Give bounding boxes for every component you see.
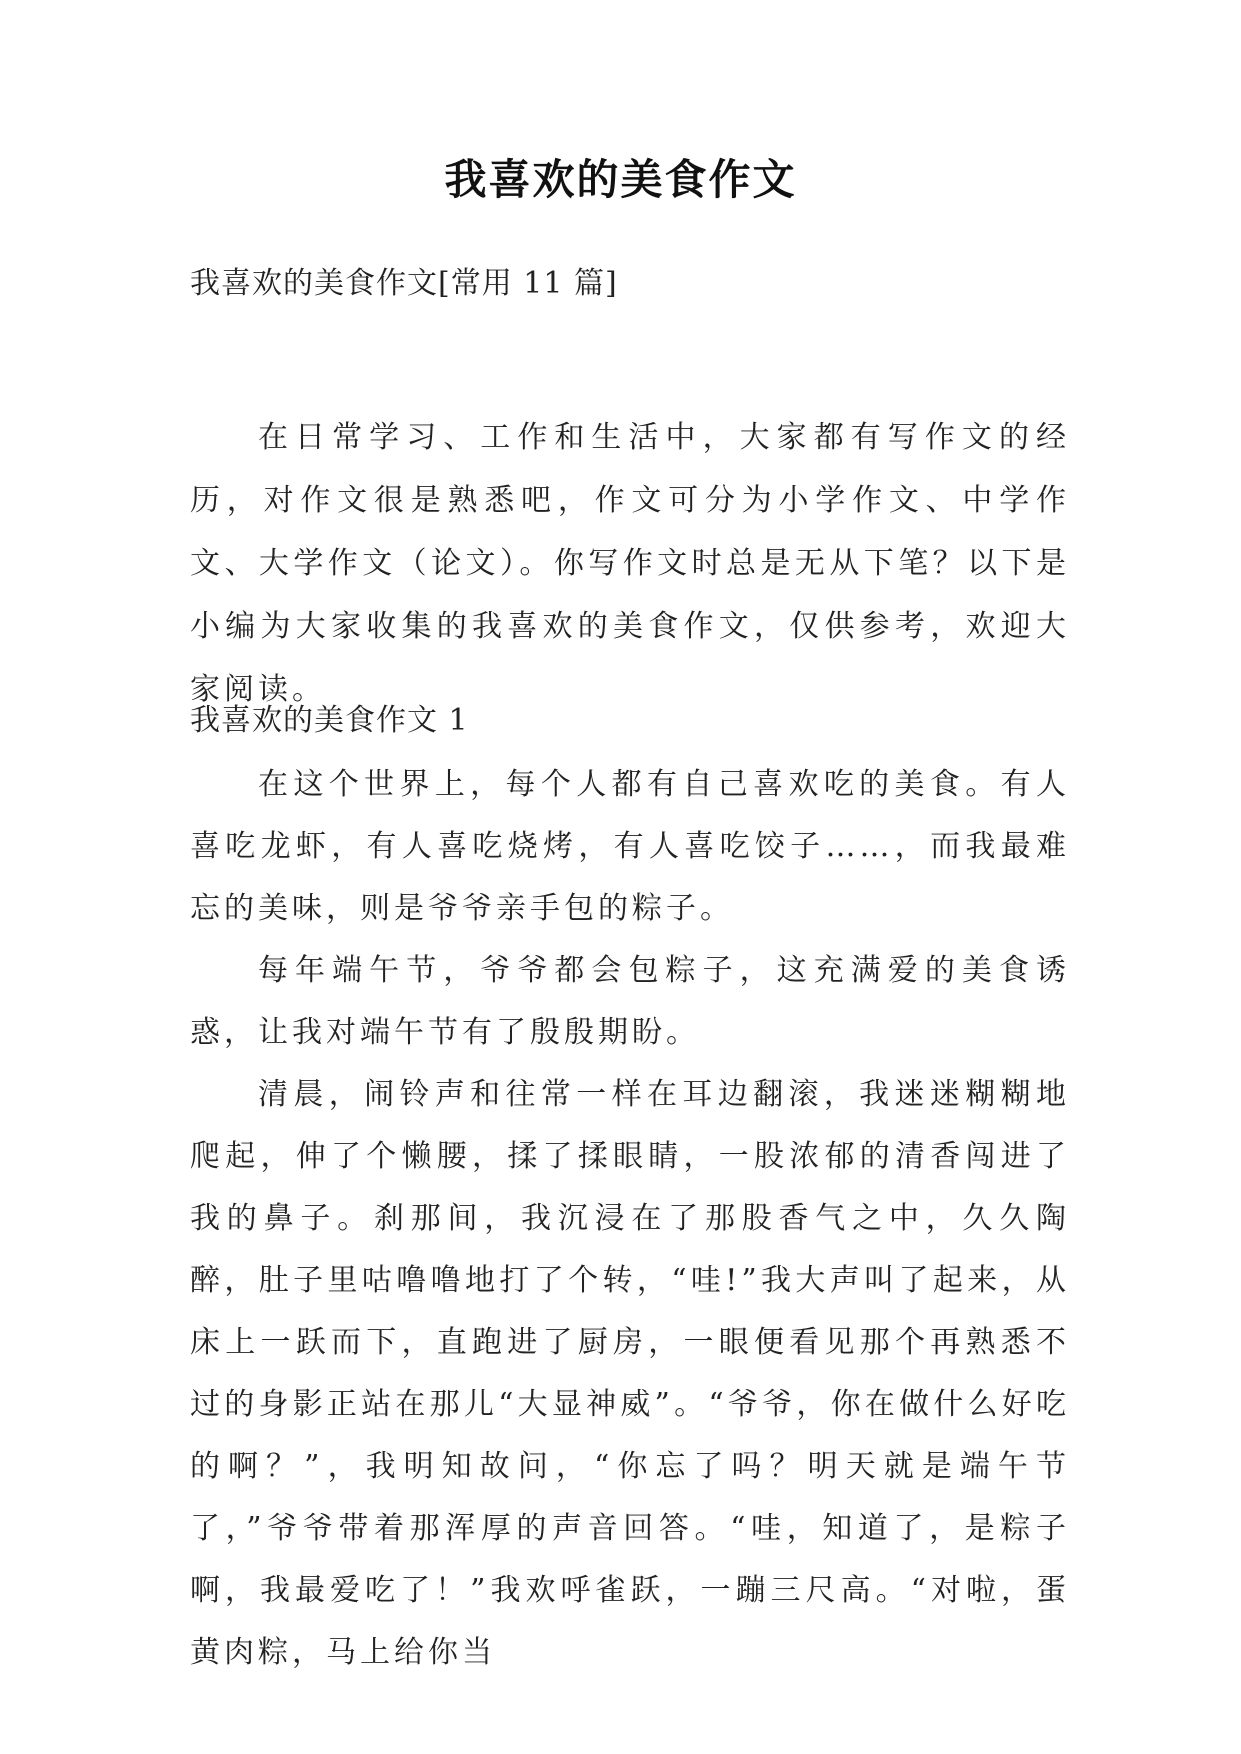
body-paragraph-3: 清晨，闹铃声和往常一样在耳边翻滚，我迷迷糊糊地爬起，伸了个懒腰，揉了揉眼睛，一股浓郁的清香闯进了我的鼻子。刹那间，我沉浸在了那股香气之中，久久陶醉，肚子里咕噜噜地打了个转，“哇!”我大声叫了起来，从床上一跃而下，直跑进了厨房，一眼便看见那个再熟悉不过的身影正站在那儿“大显神威”。“爷爷，你在做什么好吃的啊？”，我明知故问，“你忘了吗？明天就是端午节了，”爷爷带着那浑厚的声音回答。“哇，知道了，是粽子啊，我最爱吃了！”我欢呼雀跃，一蹦三尺高。“对啦，蛋黄肉粽，马上给你当 xyxy=(190,1077,1070,1670)
article-section xyxy=(190,694,1070,1684)
document-subtitle: 我喜欢的美食作文[常用 11 篇] xyxy=(190,266,618,301)
body-paragraph-2: 每年端午节，爷爷都会包粽子，这充满爱的美食诱惑，让我对端午节有了殷殷期盼。 xyxy=(190,953,1070,1050)
body-paragraph-1: 在这个世界上，每个人都有自己喜欢吃的美食。有人喜吃龙虾，有人喜吃烧烤，有人喜吃饺子……，而我最难忘的美味，则是爷爷亲手包的粽子。 xyxy=(190,767,1070,926)
intro-paragraph: 在日常学习、工作和生活中，大家都有写作文的经历，对作文很是熟悉吧，作文可分为小学作文、中学作文、大学作文（论文）。你写作文时总是无从下笔？以下是小编为大家收集的我喜欢的美食作文，仅供参考，欢迎大家阅读。 xyxy=(190,420,1070,707)
document-title: 我喜欢的美食作文 xyxy=(444,155,797,204)
section-heading: 我喜欢的美食作文 1 xyxy=(190,703,469,738)
